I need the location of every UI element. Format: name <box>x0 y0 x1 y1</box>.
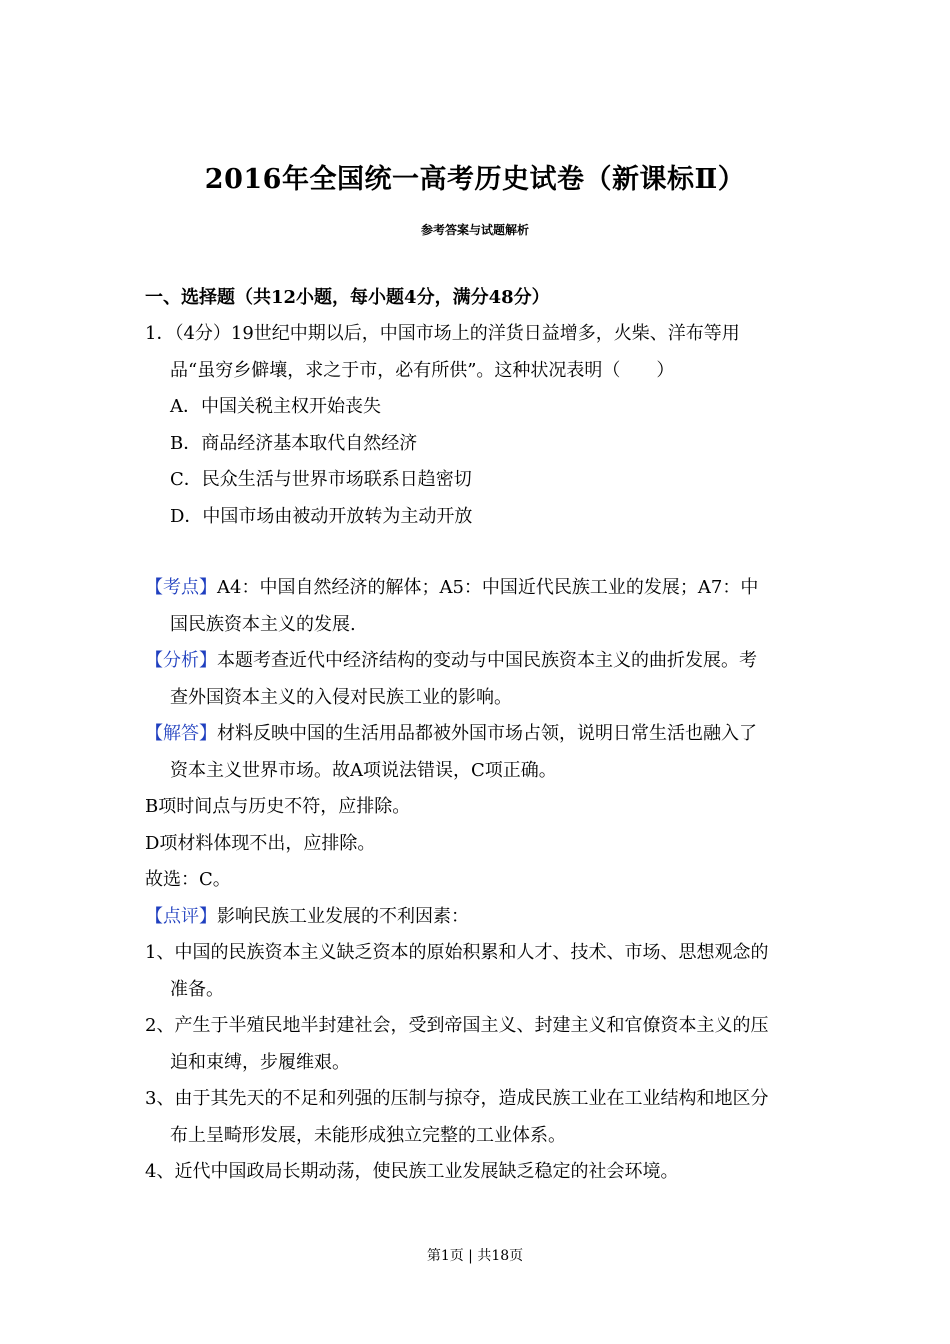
jieda-line-3: B项时间点与历史不符，应排除。 <box>145 796 411 817</box>
dianping-item-1-line-2: 准备。 <box>170 979 224 1000</box>
option-a: A．中国关税主权开始丧失 <box>170 396 381 417</box>
jieda-tag: 【解答】 <box>145 723 217 744</box>
option-d: D．中国市场由被动开放转为主动开放 <box>170 506 473 527</box>
fenxi-line-1 <box>145 648 805 674</box>
dianping-item-3-line-1: 3、由于其先天的不足和列强的压制与掠夺，造成民族工业在工业结构和地区分 <box>145 1088 769 1109</box>
kaodian-line-1 <box>145 575 805 601</box>
jieda-text: 材料反映中国的生活用品都被外国市场占领，说明日常生活也融入了 <box>217 723 757 744</box>
dianping-item-3-line-2: 布上呈畸形发展，未能形成独立完整的工业体系。 <box>170 1125 566 1146</box>
dianping-tag: 【点评】 <box>145 906 217 927</box>
dianping-line <box>145 904 805 930</box>
jieda-answer: 故选：C。 <box>145 869 231 890</box>
section-heading: 一、选择题（共12小题，每小题4分，满分48分） <box>145 287 550 308</box>
page-footer: 第1页 | 共18页 <box>426 1248 524 1264</box>
kaodian-text: A4：中国自然经济的解体；A5：中国近代民族工业的发展；A7：中 <box>217 577 759 598</box>
jieda-line-4: D项材料体现不出，应排除。 <box>145 833 376 854</box>
dianping-item-4-line-1: 4、近代中国政局长期动荡，使民族工业发展缺乏稳定的社会环境。 <box>145 1161 679 1182</box>
option-b: B．商品经济基本取代自然经济 <box>170 433 418 454</box>
option-c: C．民众生活与世界市场联系日趋密切 <box>170 469 472 490</box>
kaodian-line-2: 国民族资本主义的发展. <box>170 614 356 635</box>
question-stem-line-1: 1．（4分）19世纪中期以后，中国市场上的洋货日益增多，火柴、洋布等用 <box>145 323 740 344</box>
fenxi-tag: 【分析】 <box>145 650 217 671</box>
fenxi-line-2: 查外国资本主义的入侵对民族工业的影响。 <box>170 687 512 708</box>
jieda-line-1 <box>145 721 805 747</box>
dianping-item-2-line-1: 2、产生于半殖民地半封建社会，受到帝国主义、封建主义和官僚资本主义的压 <box>145 1015 769 1036</box>
dianping-item-2-line-2: 迫和束缚，步履维艰。 <box>170 1052 350 1073</box>
dianping-intro: 影响民族工业发展的不利因素： <box>217 906 469 927</box>
page-title: 2016年全国统一高考历史试卷（新课标Ⅱ） <box>204 164 746 195</box>
jieda-line-2: 资本主义世界市场。故A项说法错误，C项正确。 <box>170 760 557 781</box>
fenxi-text: 本题考查近代中经济结构的变动与中国民族资本主义的曲折发展。考 <box>217 650 757 671</box>
kaodian-tag: 【考点】 <box>145 577 217 598</box>
dianping-item-1-line-1: 1、中国的民族资本主义缺乏资本的原始积累和人才、技术、市场、思想观念的 <box>145 942 769 963</box>
page-subtitle: 参考答案与试题解析 <box>420 223 529 237</box>
question-stem-line-2: 品“虽穷乡僻壤，求之于市，必有所供”。这种状况表明（ ） <box>170 360 675 381</box>
